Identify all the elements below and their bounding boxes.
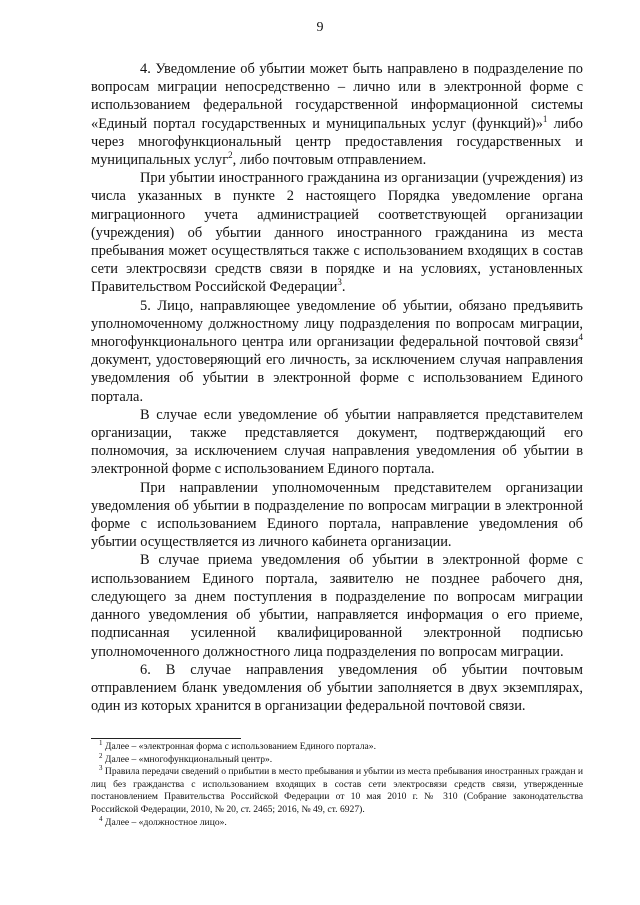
paragraph-6: 6. В случае направления уведомления об убытии почтовым отправлением бланк уведомления об убытии заполняется в двух экземплярах, один из которых хранится в организации федеральной почтовой связи.: [91, 661, 583, 715]
paragraph-4: 4. Уведомление об убытии может быть направлено в подразделение по вопросам миграции непосредственно – лично или в электронной форме с использованием федеральной государственной информационной системы «Единый портал государственных и муниципальных услуг (функций)»$^1$ либо через многофункциональный центр предоставления государственных и муниципальных услуг$^2$, либо почтовым отправлением.: [91, 61, 584, 169]
footnotes: [91, 738, 583, 829]
paragraph-5: 5. Лицо, направляющее уведомление об убытии, обязано предъявить уполномоченному должностному лицу подразделения по вопросам миграции, многофункционального центра или организации федеральной почтовой связи$^4$ документ, удостоверяющий его личность, за исключением случая направления уведомления об убытии в электронной форме с использованием Единого портала.: [91, 297, 583, 405]
paragraph-5-reception: В случае приема уведомления об убытии в электронной форме с использованием Единого портала, заявителю не позднее рабочего дня, следующего за днем поступления в подразделение по вопросам миграции данного уведомления об убытии, направляется информация о его приеме, подписанная усиленной квалифицированной электронной подписью уполномоченного должностного лица подразделения по вопросам миграции.: [91, 552, 583, 660]
paragraph-4-organization: При убытии иностранного гражданина из организации (учреждения) из числа указанных в пункте 2 настоящего Порядка уведомление органа миграционного учета администрацией соответствующей организации (учреждения) об убытии данного иностранного гражданина из места пребывания может осуществляться также с использованием входящих в состав сети электросвязи средств связи в порядке и на условиях, установленных Правительством Российской Федерации$^3$.: [91, 170, 583, 296]
footnote-ref-2: 2: [228, 150, 233, 161]
page-number: 9: [316, 20, 324, 35]
footnote-separator: [91, 738, 241, 739]
document-body: [91, 60, 583, 715]
paragraph-5-representative: В случае если уведомление об убытии направляется представителем организации, также представляется документ, подтверждающий его полномочия, за исключением случая направления уведомления об убытии в электронной форме с использованием Единого портала.: [91, 406, 583, 478]
footnote-ref-4: 4: [578, 332, 583, 343]
footnote-3: $^3$ Правила передачи сведений о прибытии в место пребывания и убытии из места пребывания иностранных граждан и лиц без гражданства с использованием входящих в состав сети электросвязи средств связи, утвержденные постановлением Правительства Российской Федерации от 10 мая 2010 г. № 310 (Собрание законодательства Российской Федерации, 2010, № 20, ст. 2465; 2016, № 49, ст. 6927).: [91, 764, 583, 815]
footnote-2: $^2$ Далее – «многофункциональный центр».: [99, 751, 273, 765]
paragraph-5-electronic: При направлении уполномоченным представителем организации уведомления об убытии в подразделение по вопросам миграции в электронной форме с использованием Единого портала, направление уведомления об убытии осуществляется из личного кабинета организации.: [91, 479, 583, 551]
footnote-ref-1: 1: [542, 113, 548, 124]
footnote-ref-3: 3: [337, 277, 342, 288]
footnote-1: $^1$ Далее – «электронная форма с использованием Единого портала».: [99, 738, 376, 752]
footnote-4: $^4$ Далее – «должностное лицо».: [99, 814, 227, 828]
